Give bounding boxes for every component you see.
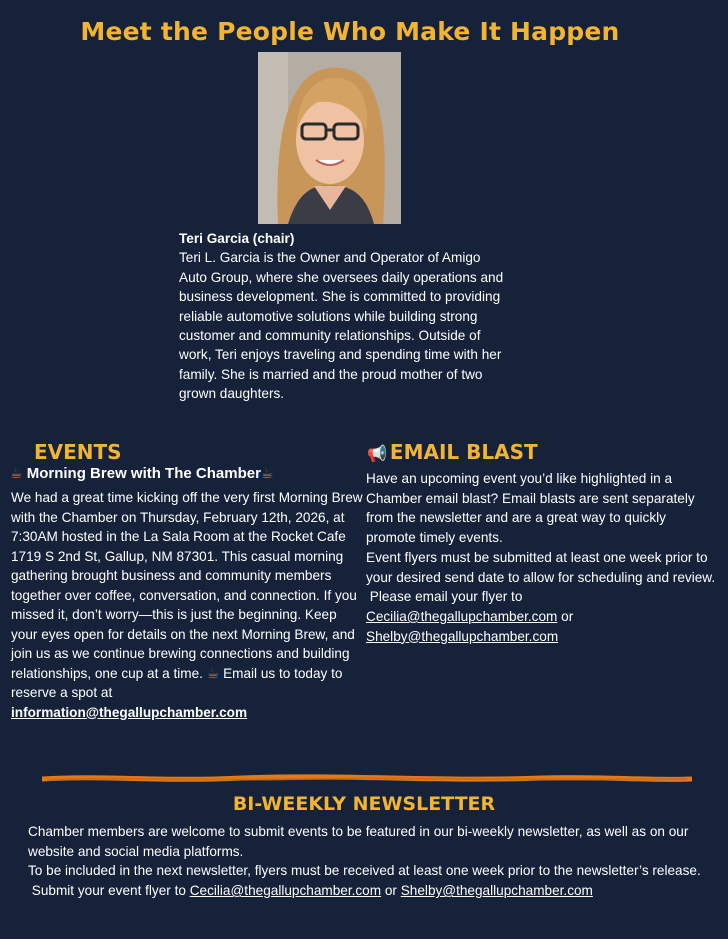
email-blast-para1: Have an upcoming event you’d like highlighted in a Chamber email blast? Email blasts are sent separately from the newsletter and are a great way to quickly promote timely events. <box>366 471 695 546</box>
events-body <box>11 488 363 722</box>
coffee-cup-icon: ☕ <box>260 465 274 481</box>
newsletter-para3: Submit your event flyer to <box>31 883 186 899</box>
profile-description: Teri L. Garcia is the Owner and Operator of Amigo Auto Group, where she oversees daily operations and business development. She is committed to providing reliable automotive solutions while building strong customer and community relationships. Outside of work, Teri enjoys traveling and spending time with her family. She is married and the proud mother of two grown daughters. <box>179 250 504 402</box>
newsletter-para2: To be included in the next newsletter, flyers must be received at least one week prior to the newsletter’s release. <box>28 863 701 879</box>
section-divider <box>42 774 692 784</box>
email-blast-heading-text: EMAIL BLAST <box>389 440 538 464</box>
profile-photo <box>258 52 401 224</box>
newsletter-body <box>28 822 708 901</box>
email-blast-para3: Please email your flyer to <box>369 589 523 605</box>
events-subheading-text: Morning Brew with The Chamber <box>26 465 261 482</box>
shelby-email-link[interactable]: Shelby@thegallupchamber.com <box>366 628 559 644</box>
newsletter-shelby-email-link[interactable]: Shelby@thegallupchamber.com <box>400 883 593 899</box>
newsletter-heading-text: BI-WEEKLY NEWSLETTER <box>232 793 496 815</box>
page-title: Meet the People Who Make It Happen <box>80 17 620 46</box>
events-heading: EVENTS <box>34 440 122 464</box>
events-description: We had a great time kicking off the very first Morning Brew with the Chamber on Thursday, February 12th, 2026, at 7:30AM hosted in the La Sala Room at the Rocket Cafe 1719 S 2nd St, Gallup, NM 87301. This casual morning gathering brought business and community members together over coffee, conversation, and connection. If you missed it, don’t worry—this is just the beginning. Keep your eyes open for details on the next Morning Brew, and join us as we continue brewing connections and building relationships, one cup at a time. <box>11 490 363 681</box>
email-blast-heading <box>367 440 538 464</box>
or-text: or <box>561 608 574 624</box>
newsletter-heading <box>0 793 728 815</box>
cecilia-email-link[interactable]: Cecilia@thegallupchamber.com <box>366 608 558 624</box>
events-subheading <box>10 465 273 482</box>
newsletter-or-text: or <box>384 883 397 899</box>
events-email-link[interactable]: information@thegallupchamber.com <box>11 704 248 720</box>
megaphone-icon: 📢 <box>367 444 387 463</box>
newsletter-cecilia-email-link[interactable]: Cecilia@thegallupchamber.com <box>189 883 382 899</box>
coffee-cup-icon: ☕ <box>206 664 220 681</box>
profile-bio <box>179 229 509 404</box>
coffee-cup-icon: ☕ <box>10 465 23 481</box>
email-blast-para2: Event flyers must be submitted at least one week prior to your desired send date to allow for scheduling and review. <box>366 549 716 585</box>
events-cta: Email us to today to reserve a spot at <box>11 665 343 700</box>
newsletter-para1: Chamber members are welcome to submit events to be featured in our bi-weekly newsletter, as well as on our website and social media platforms. <box>28 824 689 859</box>
email-blast-body <box>366 469 718 646</box>
profile-name: Teri Garcia (chair) <box>179 231 295 246</box>
